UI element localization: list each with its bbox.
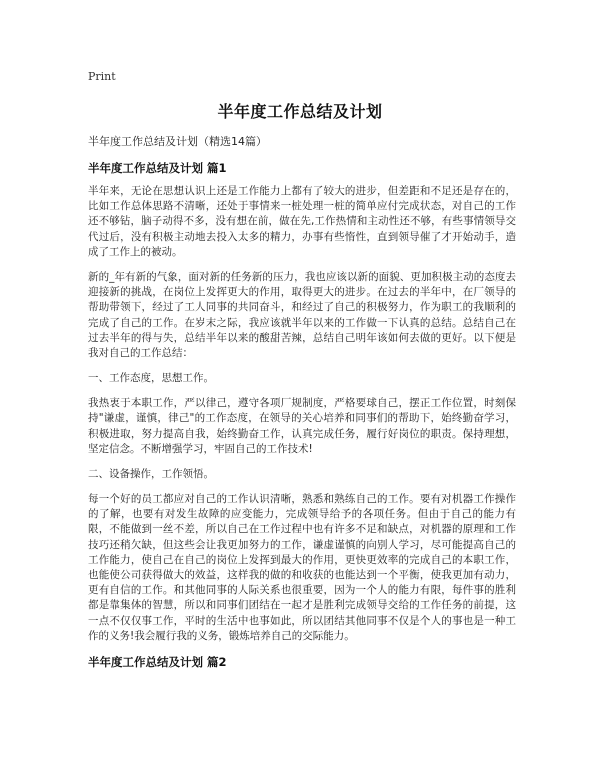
paragraph-4: 每一个好的员工都应对自己的工作认识清晰，熟悉和熟练自己的工作。要有对机器工作操作的了解，也要有对发生故障的应变能力，完成领导给予的各项任务。但由于自己的能力有限，不能做到一丝不差，所以自己在工作过程中也有许多不足和缺点，对机器的原理和工作技巧还稍欠缺，但这些会让我更加努力的工作，谦虚谨慎的向别人学习，尽可能提高自己的工作能力，使自己在自己的岗位上发挥到最大的作用，更快更效率的完成自己的本职工作，也能使公司获得做大的效益，这样我的做的和收获的也能达到一个平衡，使我更加有动力，更有自信的工作。和其他同事的人际关系也很重要，因为一个人的能力有限，每件事的胜利都是靠集体的智慧，所以和同事们团结在一起才是胜利完成领导交给的工作任务的前提，这一点不仅仅事工作，平时的生活中也事如此，所以团结其他同事不仅是个人的事也是一种工作的义务!我会履行我的义务，锻炼培养自己的交际能力。 — [88, 493, 516, 642]
document-body — [88, 134, 516, 678]
document-subtitle: 半年度工作总结及计划（精选14篇） — [88, 135, 267, 148]
subheading-work-attitude: 一、工作态度，思想工作。 — [88, 372, 214, 385]
section-heading-2: 半年度工作总结及计划 篇2 — [88, 655, 227, 670]
section-heading-1: 半年度工作总结及计划 篇1 — [88, 161, 227, 175]
subheading-equipment-operation: 二、设备操作，工作领悟。 — [88, 468, 214, 481]
paragraph-3: 我热衷于本职工作，严以律己，遵守各项厂规制度，严格要球自己，摆正工作位置，时刻保持"谦虚，谨慎，律己"的工作态度，在领导的关心培养和同事们的帮助下，始终勤奋学习，积极进取，努力提高自我，始终勤奋工作，认真完成任务，履行好岗位的职责。保持理想，坚定信念。不断增强学习，牢固自己的工作技术! — [88, 397, 516, 455]
paragraph-1: 半年来，无论在思想认识上还是工作能力上都有了较大的进步，但差距和不足还是存在的，比如工作总体思路不清晰，还处于事情来一桩处理一桩的简单应付完成状态，对自己的工作还不够钻，脑子动得不多，没有想在前，做在先,工作热情和主动性还不够，有些事情领导交代过后，没有积极主动地去投入太多的精力，办事有些惰性，直到领导催了才开始动手，造成了工作上的被动。 — [88, 185, 516, 258]
paragraph-2: 新的_年有新的气象，面对新的任务新的压力，我也应该以新的面貌、更加积极主动的态度去迎接新的挑战，在岗位上发挥更大的作用，取得更大的进步。在过去的半年中，在厂领导的帮助带领下，经过了工人同事的共同奋斗，和经过了自己的积极努力，作为职工的我顺利的完成了自己的工作。在岁末之际，我应该就半年以来的工作做一下认真的总结。总结自己在过去半年的得与失，总结半年以来的酸甜苦辣，总结自己明年该如何去做的更好。以下便是我对自己的工作总结： — [88, 271, 516, 360]
print-label[interactable]: Print — [88, 70, 116, 83]
document-title: 半年度工作总结及计划 — [217, 102, 383, 121]
